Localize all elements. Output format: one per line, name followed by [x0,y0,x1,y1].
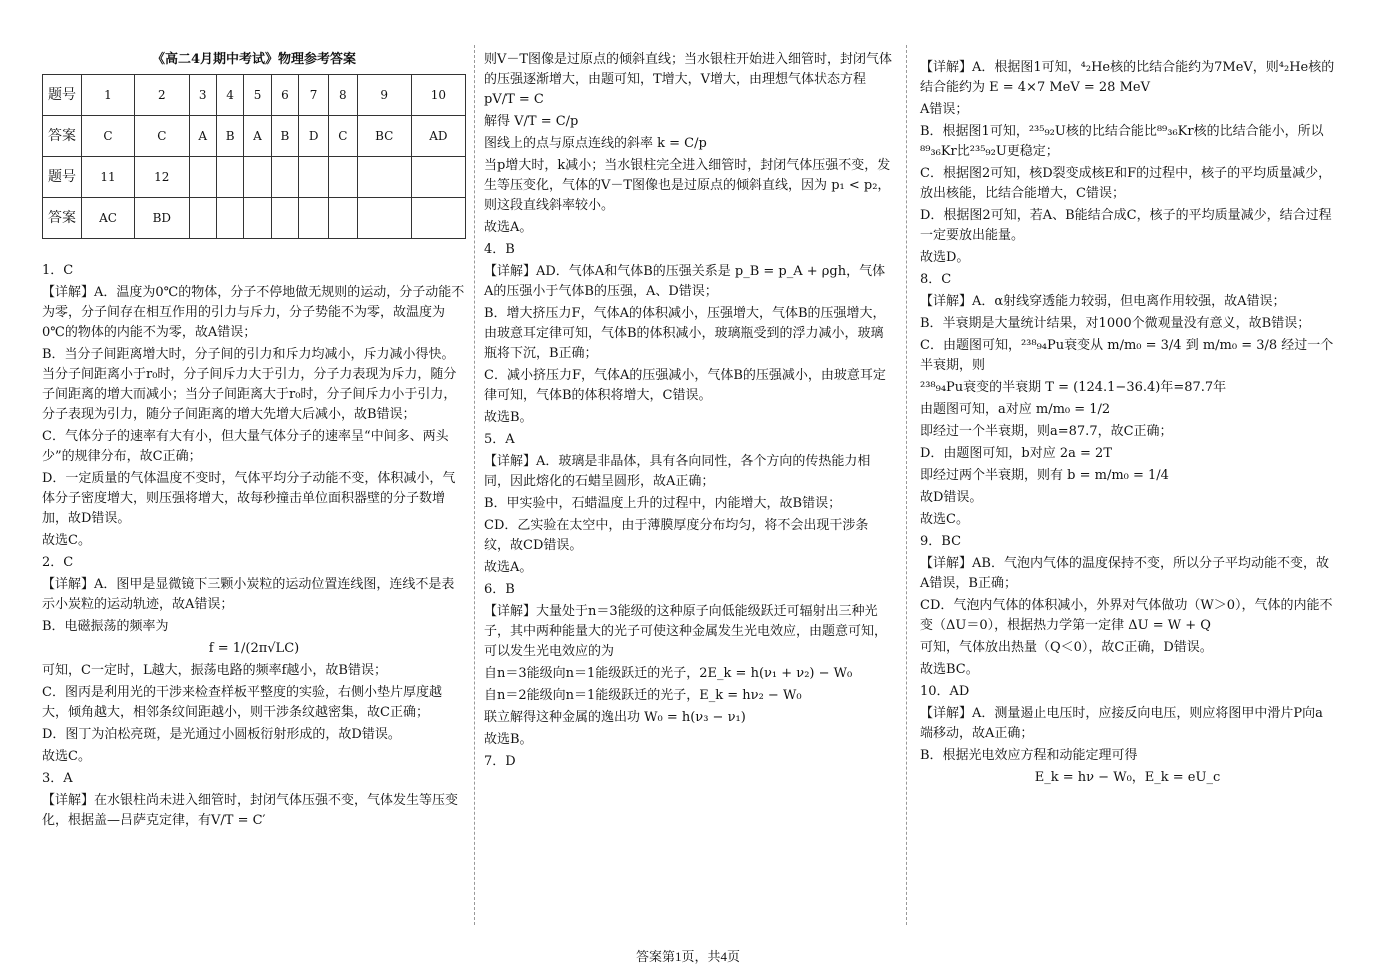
paragraph: 【详解】A．温度为0℃的物体，分子不停地做无规则的运动，分子动能不为零，分子间存在相互作用的引力与斥力，分子势能不为零，故温度为0℃的物体的内能不为零，故A错误； [42,285,465,340]
cell: 12 [134,157,189,198]
cell [271,198,299,239]
cell [271,157,299,198]
paragraph: 【详解】AB．气泡内气体的温度保持不变，所以分子平均动能不变，故A错误，B正确； [920,556,1329,591]
paragraph: 故D错误。 [920,490,983,505]
paragraph: B．甲实验中，石蜡温度上升的过程中，内能增大，故B错误； [484,496,842,511]
cell: 1 [82,75,135,116]
cell [329,198,358,239]
column-2 [484,50,894,774]
paragraph: 1．C [42,263,74,278]
paragraph: CD．气泡内气体的体积减小，外界对气体做功（W＞0），气体的内能不变（ΔU＝0），根据热力学第一定律 ΔU = W + Q [920,598,1333,633]
paragraph: 可知，C一定时，L越大，振荡电路的频率f越小，故B错误； [42,663,387,678]
paragraph: D．根据图2可知，若A、B能结合成C，核子的平均质量减少，结合过程一定要放出能量。 [920,208,1332,243]
col3-body [920,58,1335,788]
paragraph: C．图丙是利用光的干涉来检查样板平整度的实验，右侧小垫片厚度越大，倾角越大，相邻条纹间距越小，则干涉条纹越密集，故C正确； [42,685,442,720]
cell: B [271,116,299,157]
column-divider [906,45,907,925]
cell: C [82,116,135,157]
cell: D [299,116,329,157]
cell [411,198,465,239]
paragraph: D．由题图可知，b对应 2a = 2T [920,446,1112,461]
row-head: 题号 [43,157,82,198]
paragraph: 6．B [484,582,515,597]
cell [411,157,465,198]
cell: 7 [299,75,329,116]
paragraph: 【详解】AD．气体A和气体B的压强关系是 p_B = p_A + ρgh，气体A的压强小于气体B的压强，A、D错误； [484,264,886,299]
paragraph: 联立解得这种金属的逸出功 W₀ = h(ν₃ − ν₁) [484,710,746,725]
paragraph: 故选D。 [920,250,970,265]
paragraph: 【详解】A．图甲是显微镜下三颗小炭粒的运动位置连线图，连线不是表示小炭粒的运动轨迹，故A错误； [42,577,455,612]
paragraph: 10．AD [920,684,970,699]
paragraph: 7．D [484,754,516,769]
paragraph: 故选C。 [920,512,969,527]
paragraph: D．图丁为泊松亮斑，是光通过小圆板衍射形成的，故D错误。 [42,727,401,742]
paragraph: ²³⁸₉₄Pu衰变的半衰期 T = (124.1−36.4)年=87.7年 [920,380,1227,395]
paragraph: 当p增大时，k减小；当水银柱完全进入细管时，封闭气体压强不变，发生等压变化，气体的V－T图像也是过原点的倾斜直线，因为 p₁ < p₂，则这段直线斜率较小。 [484,158,891,213]
cell [329,157,358,198]
col1-body [42,261,466,831]
cell: 11 [82,157,135,198]
paragraph: 图线上的点与原点连线的斜率 k = C/p [484,136,707,151]
column-3 [920,50,1335,790]
paragraph: 可知，气体放出热量（Q＜0），故C正确，D错误。 [920,640,1213,655]
paragraph: 故选BC。 [920,662,979,677]
cell: AC [82,198,135,239]
cell [244,157,271,198]
paragraph: 【详解】A．测量遏止电压时，应接反向电压，则应将图甲中滑片P向a端移动，故A正确； [920,706,1323,741]
paragraph: 3．A [42,771,73,786]
paragraph: 故选B。 [484,410,533,425]
cell: C [329,116,358,157]
column-divider [474,45,475,925]
cell [216,198,244,239]
col2-body [484,50,894,772]
answer-table [42,74,466,239]
column-1 [42,50,466,833]
paragraph: 【详解】A．α射线穿透能力较弱，但电离作用较强，故A错误； [920,294,1286,309]
paragraph: 2．C [42,555,74,570]
cell [357,157,411,198]
paragraph: B．半衰期是大量统计结果，对1000个微观量没有意义，故B错误； [920,316,1311,331]
paragraph: 则V－T图像是过原点的倾斜直线；当水银柱开始进入细管时，封闭气体的压强逐渐增大，由题可知，T增大，V增大，由理想气体状态方程 pV/T = C [484,52,893,107]
cell: 3 [189,75,216,116]
cell [244,198,271,239]
cell [299,157,329,198]
cell: 10 [411,75,465,116]
paragraph: 自n＝2能级向n＝1能级跃迁的光子，E_k = hν₂ − W₀ [484,688,802,703]
paragraph: CD．乙实验在太空中，由于薄膜厚度分布均匀，将不会出现干涉条纹，故CD错误。 [484,518,869,553]
paragraph: 【详解】在水银柱尚未进入细管时，封闭气体压强不变，气体发生等压变化，根据盖—吕萨克定律，有V/T = C′ [42,793,459,828]
paragraph: 【详解】A．玻璃是非晶体，具有各向同性，各个方向的传热能力相同，因此熔化的石蜡呈圆形，故A正确； [484,454,871,489]
paragraph: B．当分子间距离增大时，分子间的引力和斥力均减小，斥力减小得快。当分子间距离小于r₀时，分子间斥力大于引力，分子力表现为斥力，随分子间距离的增大而减小；当分子间距离大于r₀时，分子间斥力小于引力，分子表现为引力，随分子间距离的增大先增大后减小，故B错误； [42,347,457,422]
table-row [43,75,466,116]
paragraph: B．根据图1可知，²³⁵₉₂U核的比结合能比⁸⁹₃₆Kr核的比结合能小，所以⁸⁹₃₆Kr比²³⁵₉₂U更稳定； [920,124,1324,159]
paragraph: C．根据图2可知，核D裂变成核E和F的过程中，核子的平均质量减少，放出核能，比结合能增大，C错误； [920,166,1332,201]
paragraph: 即经过两个半衰期，则有 b = m/m₀ = 1/4 [920,468,1169,483]
cell: C [134,116,189,157]
paragraph: 即经过一个半衰期，则a=87.7，故C正确； [920,424,1173,439]
cell: BC [357,116,411,157]
cell: A [244,116,271,157]
row-head: 答案 [43,198,82,239]
paragraph: 解得 V/T = C/p [484,114,579,129]
paragraph: 由题图可知，a对应 m/m₀ = 1/2 [920,402,1111,417]
cell: 9 [357,75,411,116]
paragraph: A错误； [920,102,969,117]
paragraph: C．由题图可知，²³⁸₉₄Pu衰变从 m/m₀ = 3/4 到 m/m₀ = 3/8 经过一个半衰期，则 [920,338,1334,373]
cell [189,157,216,198]
table-row [43,157,466,198]
paragraph: 故选C。 [42,533,91,548]
paragraph: C．减小挤压力F，气体A的压强减小，气体B的压强减小，由玻意耳定律可知，气体B的体积将增大，C错误。 [484,368,886,403]
paragraph: B．根据光电效应方程和动能定理可得 [920,748,1138,763]
paragraph: B．增大挤压力F，气体A的体积减小，压强增大，气体B的压强增大，由玻意耳定律可知，气体B的体积减小，玻璃瓶受到的浮力减小，玻璃瓶将下沉，B正确； [484,306,886,361]
paragraph: 4．B [484,242,515,257]
paragraph: 自n＝3能级向n＝1能级跃迁的光子，2E_k = h(ν₁ + ν₂) − W₀ [484,666,853,681]
cell: BD [134,198,189,239]
cell [299,198,329,239]
cell [357,198,411,239]
paragraph: C．气体分子的速率有大有小，但大量气体分子的速率呈“中间多、两头少”的规律分布，故C正确； [42,429,449,464]
paragraph: 【详解】A．根据图1可知，⁴₂He核的比结合能约为7MeV，则⁴₂He核的结合能约为 E = 4×7 MeV = 28 MeV [920,60,1335,95]
cell: 2 [134,75,189,116]
row-head: 答案 [43,116,82,157]
cell: 6 [271,75,299,116]
paragraph: 故选A。 [484,220,533,235]
cell [189,198,216,239]
paragraph: 9．BC [920,534,962,549]
page-title: 《高二4月期中考试》物理参考答案 [151,52,357,67]
paragraph: 故选A。 [484,560,533,575]
paragraph: E_k = hν − W₀，E_k = eU_c [1034,770,1221,785]
row-head: 题号 [43,75,82,116]
table-row [43,198,466,239]
paragraph: D．一定质量的气体温度不变时，气体平均分子动能不变，体积减小，气体分子密度增大，则压强将增大，故每秒撞击单位面积器壁的分子数增加，故D错误。 [42,471,456,526]
cell: 4 [216,75,244,116]
paragraph: 8．C [920,272,952,287]
cell: 5 [244,75,271,116]
cell: B [216,116,244,157]
paragraph: f = 1/(2π√LC) [208,641,300,656]
paragraph: 故选C。 [42,749,91,764]
cell: 8 [329,75,358,116]
paragraph: 5．A [484,432,515,447]
cell: AD [411,116,465,157]
cell: A [189,116,216,157]
table-row [43,116,466,157]
paragraph: 【详解】大量处于n＝3能级的这种原子向低能级跃迁可辐射出三种光子，其中两种能量大的光子可使这种金属发生光电效应，由题意可知，可以发生光电效应的为 [484,604,888,659]
page-footer: 答案第1页，共4页 [635,949,740,964]
paragraph: B．电磁振荡的频率为 [42,619,169,634]
paragraph: 故选B。 [484,732,533,747]
cell [216,157,244,198]
